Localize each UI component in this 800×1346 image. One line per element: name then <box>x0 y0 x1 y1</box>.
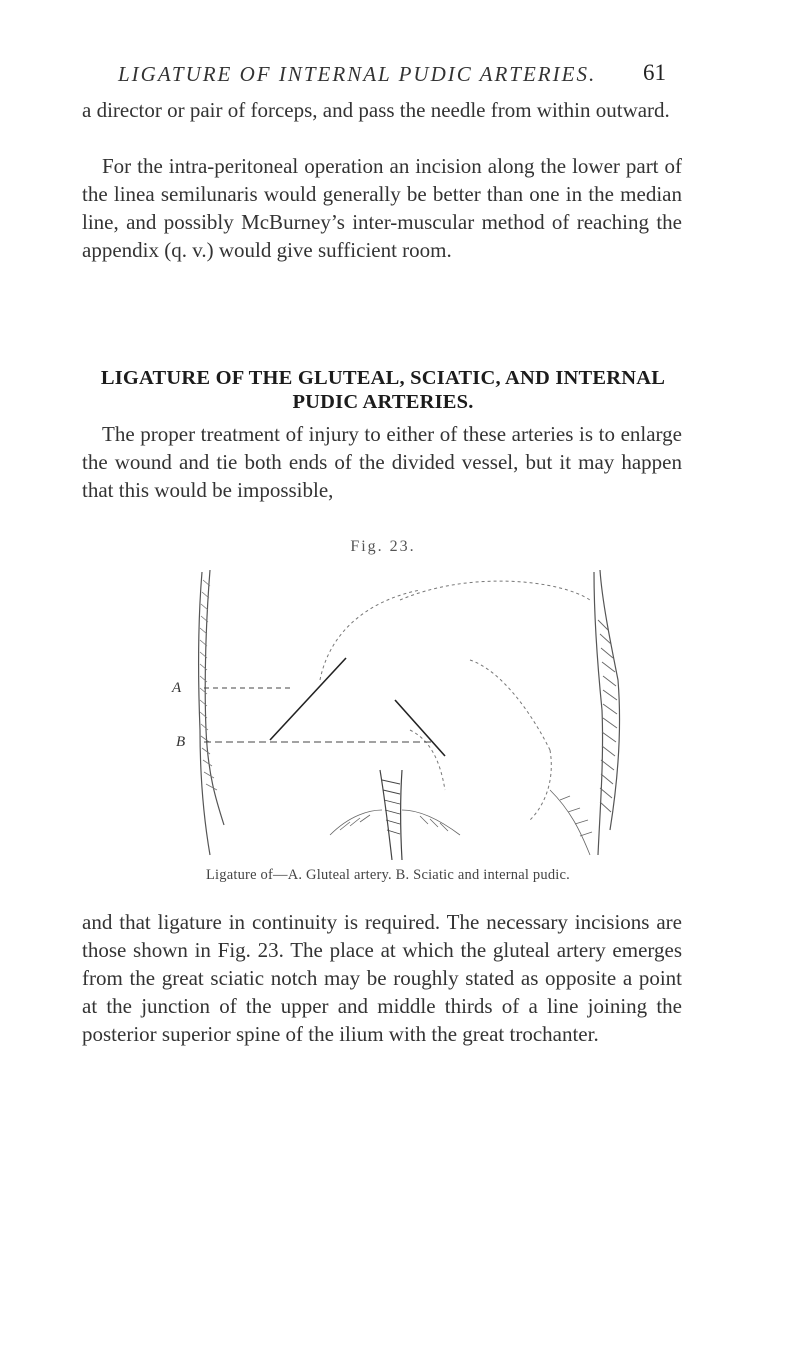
right-contour <box>594 570 620 855</box>
paragraph-intra-peritoneal: For the intra-peritoneal operation an incision along the lower part of the linea semilunaris would generally be better than one in the median line, and possibly McBurney’s inter-muscular method of reaching the appendix (q. v.) would give sufficient room. <box>82 154 682 262</box>
buttock-contours <box>320 581 590 820</box>
paragraph-treatment: The proper treatment of injury to either of these arteries is to enlarge the wound and tie both ends of the divided vessel, but it may happen that this would be impossible, <box>82 422 682 502</box>
paragraph-continuation: a director or pair of forceps, and pass the needle from within outward. <box>82 98 670 122</box>
figure-label: Fig. 23. <box>350 538 416 555</box>
figure-letter-b: B <box>176 734 186 750</box>
section-heading: LIGATURE OF THE GLUTEAL, SCIATIC, AND INTERNAL PUDIC ARTERIES. <box>100 367 666 413</box>
lower-folds <box>330 790 592 855</box>
figure-drawing <box>170 560 650 860</box>
page-number: 61 <box>643 60 666 85</box>
figure-caption: Ligature of—A. Gluteal artery. B. Sciatic and internal pudic. <box>206 867 570 883</box>
figure-letter-a: A <box>172 680 182 696</box>
incision-a <box>270 658 346 740</box>
anatomical-figure <box>170 560 650 860</box>
paragraph-incisions: and that ligature in continuity is required. The necessary incisions are those shown in Fig. 23. The place at which the gluteal artery emerges from the great sciatic notch may be roughly stated as opposite a point at the junction of the upper and middle thirds of a line joining the posterior superior spine of the ilium with the great trochanter. <box>82 910 682 1046</box>
running-head: LIGATURE OF INTERNAL PUDIC ARTERIES. <box>118 62 597 86</box>
central-cleft <box>380 770 402 860</box>
left-contour <box>199 570 224 855</box>
incision-b <box>395 700 445 756</box>
